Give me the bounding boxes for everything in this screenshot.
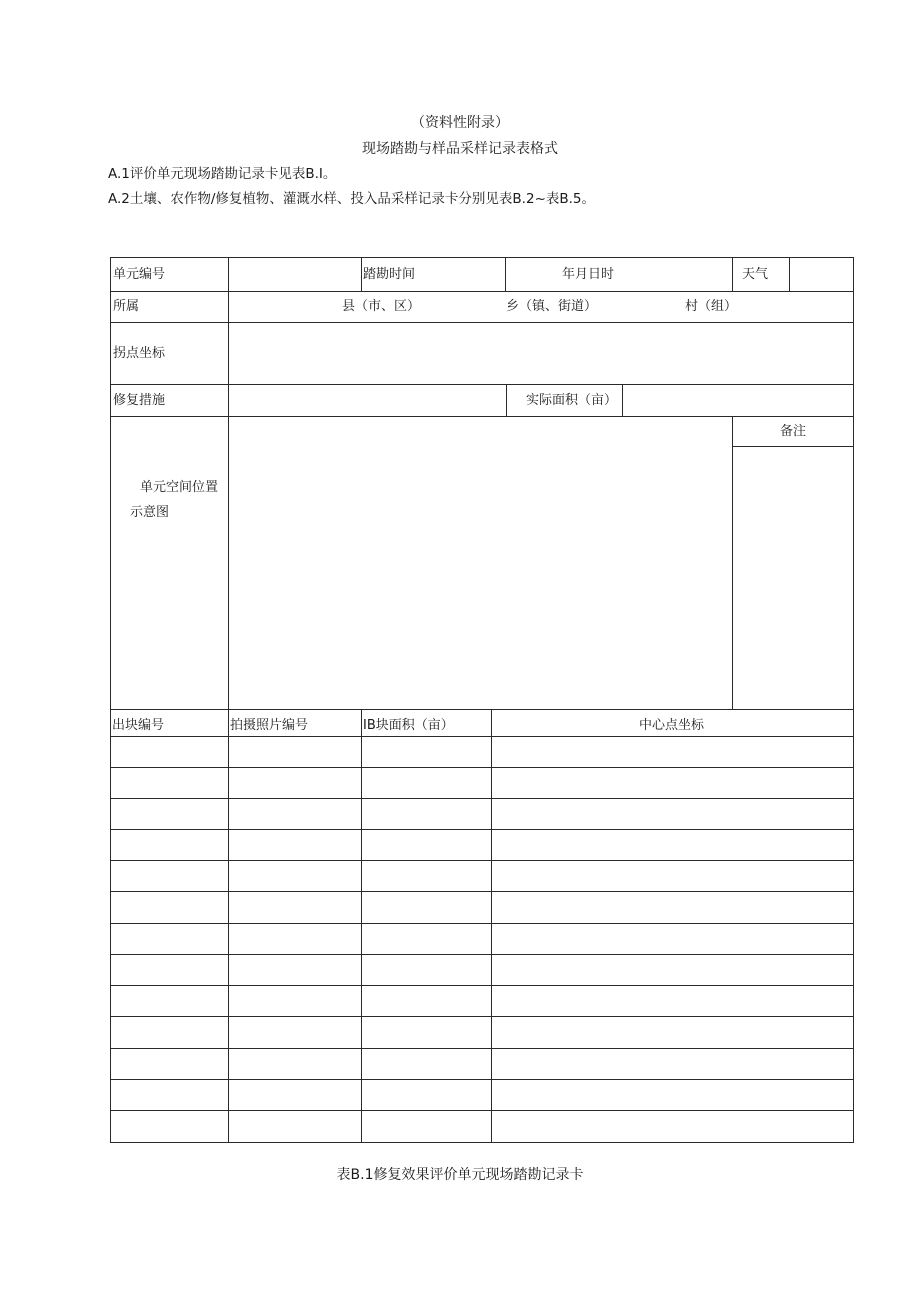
col-line xyxy=(505,257,506,292)
remediation-label: 修复措施 xyxy=(113,393,166,408)
col-line xyxy=(228,257,229,710)
plot-row-line xyxy=(110,767,854,768)
plot-row-line xyxy=(110,1016,854,1017)
row-line xyxy=(110,709,854,710)
col-header-plot-id: 出块编号 xyxy=(112,718,165,733)
plot-row-line xyxy=(110,1110,854,1111)
unit-id-label: 单元编号 xyxy=(113,267,166,282)
col-header-photo-id: 拍摄照片编号 xyxy=(230,718,309,733)
date-label: 年月日时 xyxy=(562,267,615,282)
row-line xyxy=(110,384,854,385)
col-line xyxy=(361,257,362,292)
paragraph-a2: A.2土壤、农作物/修复植物、灌溉水样、投入品采样记录卡分别见表B.2~表B.5。 xyxy=(108,191,596,207)
col-line xyxy=(506,384,507,417)
plot-row-line xyxy=(110,798,854,799)
form-border-top xyxy=(110,257,854,258)
actual-area-label: 实际面积（亩） xyxy=(526,393,618,408)
plot-row-line xyxy=(110,860,854,861)
col-line xyxy=(789,257,790,292)
corner-coords-label: 拐点坐标 xyxy=(113,346,166,361)
plot-row-line xyxy=(110,891,854,892)
plot-col-line xyxy=(361,709,362,1143)
survey-time-label: 踏勘时间 xyxy=(363,267,416,282)
page-title: 现场踏勘与样品采样记录表格式 xyxy=(362,141,558,157)
remarks-header-line xyxy=(732,446,854,447)
col-header-plot-area: IB块面积（亩） xyxy=(363,718,454,733)
location-map-label-line1: 单元空间位置 xyxy=(140,480,219,495)
location-map-label-line2: 示意图 xyxy=(130,505,170,520)
plot-row-line xyxy=(110,829,854,830)
form-border-bottom xyxy=(110,1142,854,1143)
table-caption: 表B.1修复效果评价单元现场踏勘记录卡 xyxy=(336,1167,584,1183)
form-border-right xyxy=(853,257,854,1143)
appendix-note: （资料性附录） xyxy=(411,115,509,131)
col-header-center-coords: 中心点坐标 xyxy=(639,718,705,733)
paragraph-a1: A.1评价单元现场踏勘记录卡见表B.I。 xyxy=(108,166,337,182)
plot-col-line xyxy=(491,709,492,1143)
township-label: 乡（镇、街道） xyxy=(506,299,598,314)
belongs-label: 所属 xyxy=(113,299,140,314)
col-line xyxy=(732,416,733,710)
plot-row-line xyxy=(110,1048,854,1049)
plot-row-line xyxy=(110,1079,854,1080)
plot-col-line xyxy=(228,709,229,1143)
village-label: 村（组） xyxy=(685,299,738,314)
row-line xyxy=(110,291,854,292)
weather-label: 天气 xyxy=(742,267,769,282)
county-label: 县（市、区） xyxy=(342,299,421,314)
plot-row-line xyxy=(110,954,854,955)
plot-row-line xyxy=(110,736,854,737)
col-line xyxy=(732,257,733,292)
form-border-left xyxy=(110,257,111,1143)
plot-row-line xyxy=(110,923,854,924)
row-line xyxy=(110,322,854,323)
remarks-label: 备注 xyxy=(780,424,807,439)
plot-row-line xyxy=(110,985,854,986)
row-line xyxy=(110,416,854,417)
col-line xyxy=(622,384,623,417)
